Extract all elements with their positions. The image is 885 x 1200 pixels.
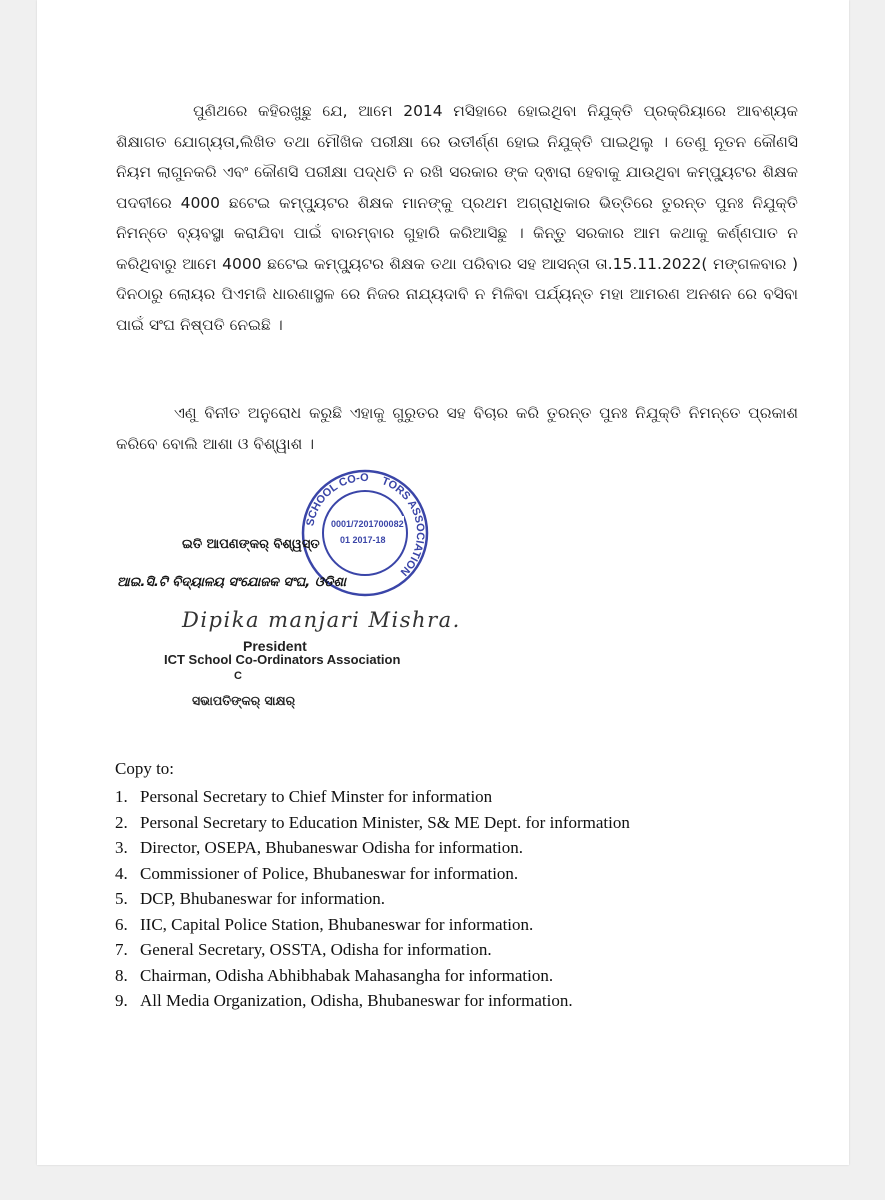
association-name-odia: ଆଇ.ସି.ଟି ବିଦ୍ୟାଳୟ ସଂଯୋଜକ ସଂଘ, ଓଡିଶା	[117, 575, 346, 590]
copy-to-section	[115, 758, 630, 1014]
association-name-english-sub: C	[234, 670, 242, 682]
list-item-text: Personal Secretary to Education Minister, S& ME Dept. for information	[140, 812, 630, 832]
stamp-year: 01 2017-18	[340, 535, 386, 545]
signature-caption: ସଭାପତିଙ୍କର୍ ସାକ୍ଷର୍	[192, 693, 296, 708]
copy-to-list	[115, 784, 630, 1014]
list-item-number: 6.	[115, 914, 128, 934]
list-item	[115, 810, 630, 836]
president-title: President	[243, 638, 307, 654]
body-paragraph-2: ଏଣୁ ବିନୀତ ଅନୁରୋଧ କରୁଛି ଏହାକୁ ଗୁରୁତର ସହ ବିଚାର କରି ତୁରନ୍ତ ପୁନଃ ନିଯୁକ୍ତି ନିମନ୍ତେ ପ୍ରକାଶ କରିବେ ବୋଲି ଆଶା ଓ ବିଶ୍ୱାଶ ।	[116, 404, 798, 453]
handwritten-signature: Dipika manjari Mishra.	[182, 608, 461, 632]
list-item-number: 7.	[115, 940, 128, 959]
list-item	[115, 988, 630, 1014]
closing-text: ଇତି ଆପଣଙ୍କର୍ ବିଶ୍ୱସ୍ତ	[182, 537, 320, 552]
list-item	[115, 912, 630, 938]
list-item	[115, 784, 630, 810]
list-item-number: 4.	[115, 863, 128, 883]
stamp-ring-top: SCHOOL CO-O	[304, 471, 369, 528]
list-item-text: Director, OSEPA, Bhubaneswar Odisha for information.	[140, 838, 524, 857]
list-item-number: 3.	[115, 838, 128, 857]
list-item-number: 1.	[115, 787, 128, 806]
list-item-text: DCP, Bhubaneswar for information.	[140, 889, 386, 908]
copy-to-heading: Copy to:	[115, 759, 175, 778]
list-item-number: 2.	[115, 812, 128, 832]
list-item-text: IIC, Capital Police Station, Bhubaneswar for information.	[140, 914, 534, 934]
list-item-text: All Media Organization, Odisha, Bhubaneswar for information.	[140, 991, 573, 1010]
association-name-english-text: ICT School Co-Ordinators Association	[164, 652, 401, 667]
list-item	[115, 937, 630, 963]
association-name-english	[164, 652, 401, 682]
list-item-text: General Secretary, OSSTA, Odisha for information.	[140, 940, 492, 959]
body-paragraph-1: ପୁଣିଥରେ କହିରଖୁଛୁ ଯେ, ଆମେ 2014 ମସିହାରେ ହୋଇଥିବା ନିଯୁକ୍ତି ପ୍ରକ୍ରିୟାରେ ଆବଶ୍ୟକ ଶିକ୍ଷାଗତ ଯୋଗ୍ୟତା,ଲିଖିତ ତଥା ମୌଖିକ ପରୀକ୍ଷା ରେ ଉତୀର୍ଣ୍ଣ ହୋଇ ନିଯୁକ୍ତି ପାଇଥିଲୁ । ତେଣୁ ନୂତନ କୌଣସି ନିୟମ ଲାଗୁନକରି ଏବଂ କୌଣସି ପରୀକ୍ଷା ପଦ୍ଧତି ନ ରଖି ସରକାର ଙ୍କ ଦ୍ଵାରା ହେବାକୁ ଯାଉଥିବା କମ୍ପ୍ୟୁଟର ଶିକ୍ଷକ ପଦବୀରେ 4000 ଛଟେଇ କମ୍ପ୍ୟୁଟର ଶିକ୍ଷକ ମାନଙ୍କୁ ପ୍ରଥମ ଅଗ୍ରାଧିକାର ଭିତ୍ତିରେ ତୁରନ୍ତ ପୁନଃ ନିଯୁକ୍ତି ନିମନ୍ତେ ବ୍ୟବସ୍ଥା କରାଯିବା ପାଇଁ ବାରମ୍ବାର ଗୁହାରି କରିଆସିଛୁ । କିନ୍ତୁ ସରକାର ଆମ କଥାକୁ କର୍ଣ୍ଣପାତ ନ କରିଥିବାରୁ ଆମେ 4000 ଛଟେଇ କମ୍ପ୍ୟୁଟର ଶିକ୍ଷକ ତଥା ପରିବାର ସହ ଆସନ୍ତା ତା.15.11.2022( ମଙ୍ଗଳବାର ) ଦିନଠାରୁ ଲୋୟର ପିଏମଜି ଧାରଣାସ୍ଥଳ ରେ ନିଜର ନାଯ୍ୟଦାବି ନ ମିଳିବା ପର୍ଯ୍ୟନ୍ତ ମହା ଆମରଣ ଅନଶନ ରେ ବସିବା ପାଇଁ ସଂଘ ନିଷ୍ପତି ନେଇଛି ।	[116, 102, 798, 334]
list-item-number: 8.	[115, 965, 128, 985]
document-page	[37, 0, 849, 1165]
stamp-ring-right: TORS ASSOCIATION	[380, 475, 427, 578]
list-item-text: Personal Secretary to Chief Minster for information	[140, 787, 493, 806]
list-item-text: Commissioner of Police, Bhubaneswar for information.	[140, 863, 519, 883]
stamp-reg-number: 0001/7201700082	[331, 519, 404, 529]
list-item-text: Chairman, Odisha Abhibhabak Mahasangha for information.	[140, 965, 554, 985]
list-item	[115, 886, 630, 912]
list-item-number: 5.	[115, 889, 128, 908]
list-item	[115, 861, 630, 887]
list-item-number: 9.	[115, 991, 128, 1010]
list-item	[115, 835, 630, 861]
list-item	[115, 963, 630, 989]
